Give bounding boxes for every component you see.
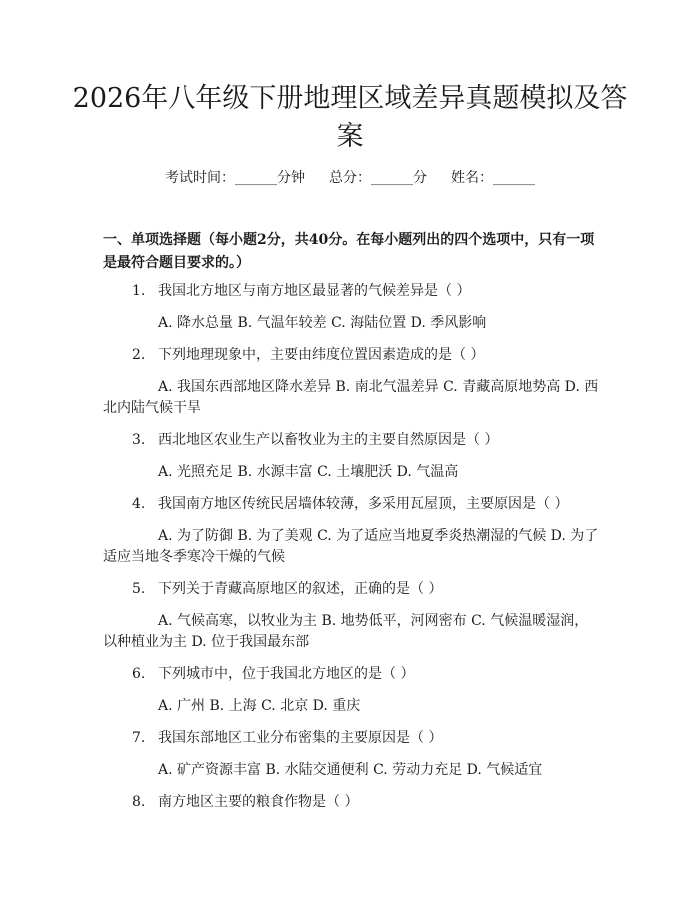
- question-text: 南方地区主要的粮食作物是（ ）: [158, 794, 359, 810]
- question-number: 8.: [132, 794, 146, 810]
- question-options-row: [103, 611, 600, 653]
- question-options-row: [103, 377, 600, 419]
- total-score-label: 总分：______分: [329, 170, 427, 186]
- question-number: 1.: [132, 283, 146, 299]
- question-item: [103, 664, 600, 685]
- question-stem: [103, 430, 600, 451]
- question-options-row: [103, 696, 600, 717]
- document-title: 2026年八年级下册地理区域差异真题模拟及答案: [72, 83, 628, 152]
- question-options-row: [103, 462, 600, 483]
- question-number: 4.: [132, 496, 146, 512]
- question-item: [103, 792, 600, 813]
- question-options: A. 广州 B. 上海 C. 北京 D. 重庆: [158, 698, 361, 714]
- question-stem: [103, 728, 600, 749]
- question-number: 3.: [132, 432, 146, 448]
- question-stem: [103, 345, 600, 366]
- question-options: A. 降水总量 B. 气温年较差 C. 海陆位置 D. 季风影响: [158, 315, 487, 331]
- question-number: 5.: [132, 581, 146, 597]
- question-options: A. 光照充足 B. 水源丰富 C. 土壤肥沃 D. 气温高: [158, 464, 459, 480]
- exam-time-label: 考试时间：______分钟: [165, 170, 305, 186]
- question-item: [103, 494, 600, 515]
- question-item: [103, 430, 600, 451]
- question-options: A. 矿产资源丰富 B. 水陆交通便利 C. 劳动力充足 D. 气候适宜: [158, 762, 543, 778]
- question-number: 7.: [132, 730, 146, 746]
- student-name-label: 姓名：______: [451, 170, 535, 186]
- question-stem: [103, 579, 600, 600]
- question-number: 6.: [132, 666, 146, 682]
- section-heading: 一、单项选择题（每小题2分，共40分。在每小题列出的四个选项中，只有一项是最符合题目要求的。）: [103, 232, 595, 271]
- question-item: [103, 345, 600, 366]
- question-text: 我国北方地区与南方地区最显著的气候差异是（ ）: [158, 283, 471, 299]
- question-item: [103, 579, 600, 600]
- question-item: [103, 728, 600, 749]
- question-stem: [103, 494, 600, 515]
- question-text: 下列地理现象中，主要由纬度位置因素造成的是（ ）: [158, 347, 485, 363]
- question-options-row: [103, 760, 600, 781]
- question-stem: [103, 792, 600, 813]
- question-options-row: [103, 526, 600, 568]
- question-options: A. 为了防御 B. 为了美观 C. 为了适应当地夏季炎热潮湿的气候 D. 为了适应当地冬季寒冷干燥的气候: [103, 528, 599, 565]
- question-text: 我国东部地区工业分布密集的主要原因是（ ）: [158, 730, 443, 746]
- question-text: 我国南方地区传统民居墙体较薄，多采用瓦屋顶，主要原因是（ ）: [158, 496, 569, 512]
- question-text: 下列城市中，位于我国北方地区的是（ ）: [158, 666, 415, 682]
- question-number: 2.: [132, 347, 146, 363]
- question-stem: [103, 281, 600, 302]
- question-item: [103, 281, 600, 302]
- question-text: 西北地区农业生产以畜牧业为主的主要自然原因是（ ）: [158, 432, 499, 448]
- question-text: 下列关于青藏高原地区的叙述，正确的是（ ）: [158, 581, 443, 597]
- exam-meta: [0, 168, 700, 188]
- question-options: A. 我国东西部地区降水差异 B. 南北气温差异 C. 青藏高原地势高 D. 西北内陆气候干旱: [103, 379, 599, 416]
- question-stem: [103, 664, 600, 685]
- question-options: A. 气候高寒，以牧业为主 B. 地势低平，河网密布 C. 气候温暖湿润，以种植业为主 D. 位于我国最东部: [103, 613, 589, 650]
- question-list: [103, 281, 600, 813]
- question-options-row: [103, 313, 600, 334]
